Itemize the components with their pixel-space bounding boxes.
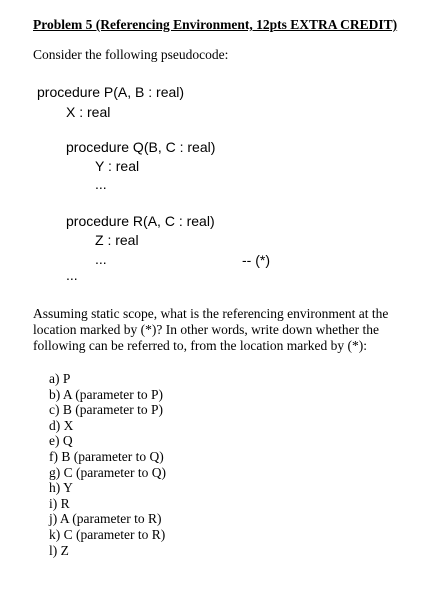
var-z-declaration: Z : real: [95, 232, 139, 248]
list-item: l) Z: [49, 542, 69, 558]
var-x-declaration: X : real: [66, 104, 111, 120]
list-item: c) B (parameter to P): [49, 402, 163, 418]
ellipsis-r: ...: [95, 251, 107, 267]
list-item: k) C (parameter to R): [49, 526, 166, 542]
problem-title: Problem 5 (Referencing Environment, 12pts EXTRA CREDIT): [33, 17, 398, 32]
procedure-r-header: procedure R(A, C : real): [66, 213, 215, 229]
intro-text: Consider the following pseudocode:: [33, 47, 229, 62]
options-list: [49, 371, 166, 558]
procedure-q-header: procedure Q(B, C : real): [66, 139, 216, 155]
location-marker: -- (*): [242, 252, 270, 268]
question-text: Assuming static scope, what is the referencing environment at the location marked by (*)? In other words, write down whether the following can be referred to, from the location marked by (*):: [33, 306, 389, 353]
list-item: e) Q: [49, 433, 73, 449]
list-item: g) C (parameter to Q): [49, 464, 166, 480]
ellipsis-p: ...: [66, 267, 78, 283]
procedure-p-header: procedure P(A, B : real): [37, 84, 185, 100]
list-item: b) A (parameter to P): [49, 386, 163, 402]
list-item: j) A (parameter to R): [49, 511, 162, 527]
ellipsis-q: ...: [95, 176, 107, 192]
list-item: i) R: [49, 495, 70, 511]
var-y-declaration: Y : real: [95, 158, 140, 174]
list-item: d) X: [49, 417, 74, 433]
list-item: h) Y: [49, 480, 73, 496]
list-item: f) B (parameter to Q): [49, 448, 164, 464]
list-item: a) P: [49, 371, 71, 386]
